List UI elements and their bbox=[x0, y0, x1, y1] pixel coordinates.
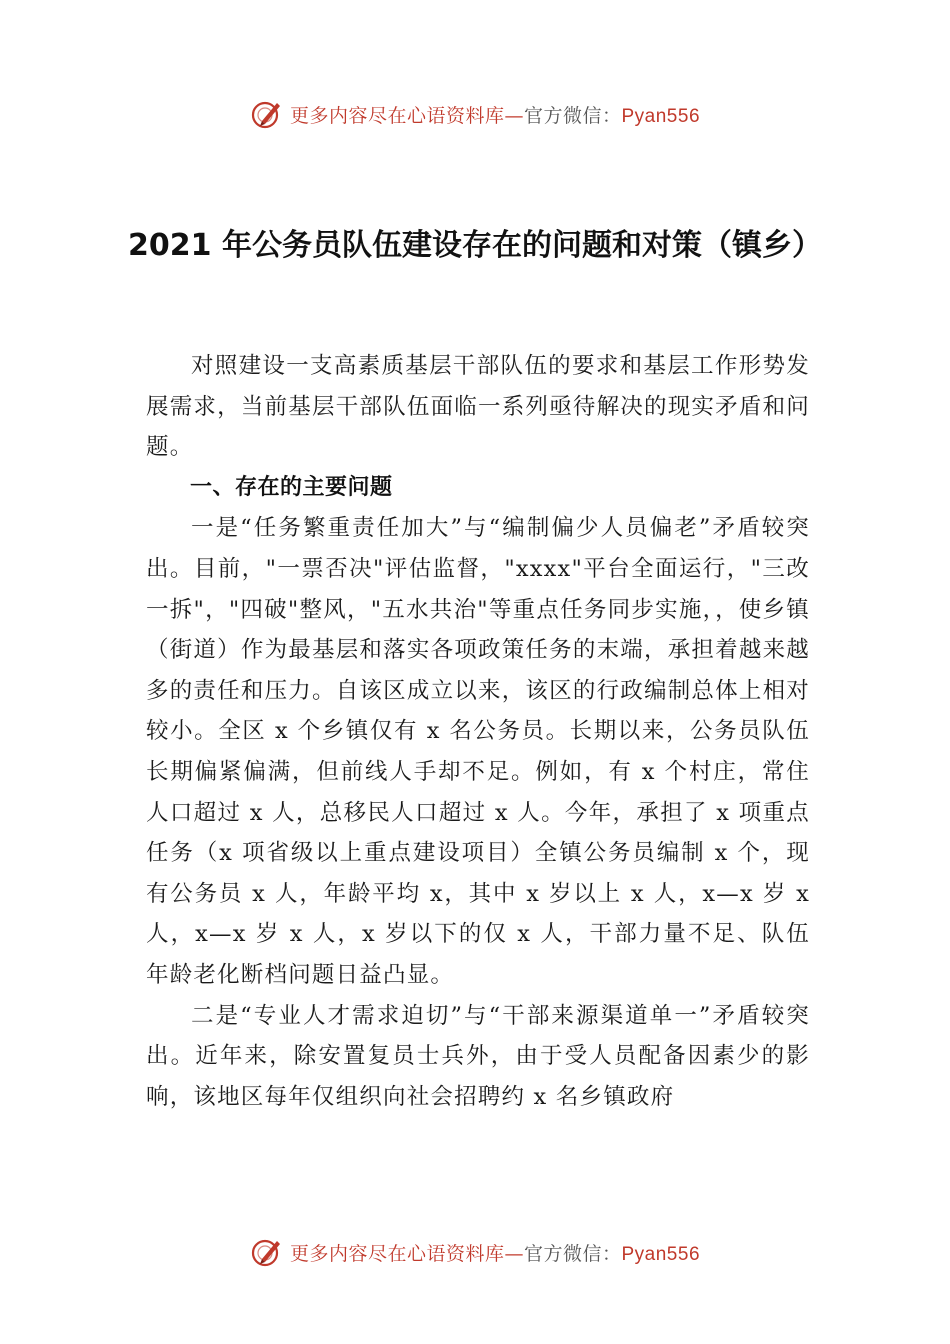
watermark-wechat-id: Pyan556 bbox=[621, 105, 701, 127]
body-paragraph-2: 二是“专业人才需求迫切”与“干部来源渠道单一”矛盾较突出。近年来，除安置复员士兵外，由于受人员配备因素少的影响，该地区每年仅组织向社会招聘约 x 名乡镇政府 bbox=[146, 1002, 810, 1110]
watermark-text bbox=[290, 101, 700, 128]
footer-watermark bbox=[0, 1232, 950, 1272]
pen-circle-logo-icon bbox=[250, 1235, 284, 1269]
watermark-dash: — bbox=[504, 104, 524, 127]
document-title: 2021 年公务员队伍建设存在的问题和对策（镇乡） bbox=[128, 228, 822, 263]
watermark-wechat-id: Pyan556 bbox=[621, 1243, 701, 1265]
watermark-dash: — bbox=[504, 1242, 524, 1265]
header-watermark bbox=[0, 94, 950, 134]
watermark-text bbox=[290, 1239, 700, 1266]
body-paragraph-1: 一是“任务繁重责任加大”与“编制偏少人员偏老”矛盾较突出。目前，"一票否决"评估监督，"xxxx"平台全面运行，"三改一拆"，"四破"整风，"五水共治"等重点任务同步实施，，使乡镇（街道）作为最基层和落实各项政策任务的末端，承担着越来越多的责任和压力。自该区成立以来，该区的行政编制总体上相对较小。全区 x 个乡镇仅有 x 名公务员。长期以来，公务员队伍长期偏紧偏满，但前线人手却不足。例如，有 x 个村庄，常住人口超过 x 人，总移民人口超过 x 人。今年，承担了 x 项重点任务（x 项省级以上重点建设项目）全镇公务员编制 x 个，现有公务员 x 人，年龄平均 x，其中 x 岁以上 x 人，x—x 岁 x 人，x—x 岁 x 人，x 岁以下的仅 x 人，干部力量不足、队伍年龄老化断档问题日益凸显。 bbox=[146, 515, 810, 988]
watermark-wechat-label: 官方微信： bbox=[523, 1242, 622, 1265]
intro-paragraph: 对照建设一支高素质基层干部队伍的要求和基层工作形势发展需求，当前基层干部队伍面临一系列亟待解决的现实矛盾和问题。 bbox=[146, 353, 810, 461]
document-body bbox=[146, 346, 810, 1117]
watermark-main-text: 更多内容尽在心语资料库 bbox=[289, 1242, 505, 1265]
section-heading: 一、存在的主要问题 bbox=[190, 474, 393, 500]
watermark-main-text: 更多内容尽在心语资料库 bbox=[289, 104, 505, 127]
pen-circle-logo-icon bbox=[250, 97, 284, 131]
watermark-wechat-label: 官方微信： bbox=[523, 104, 622, 127]
